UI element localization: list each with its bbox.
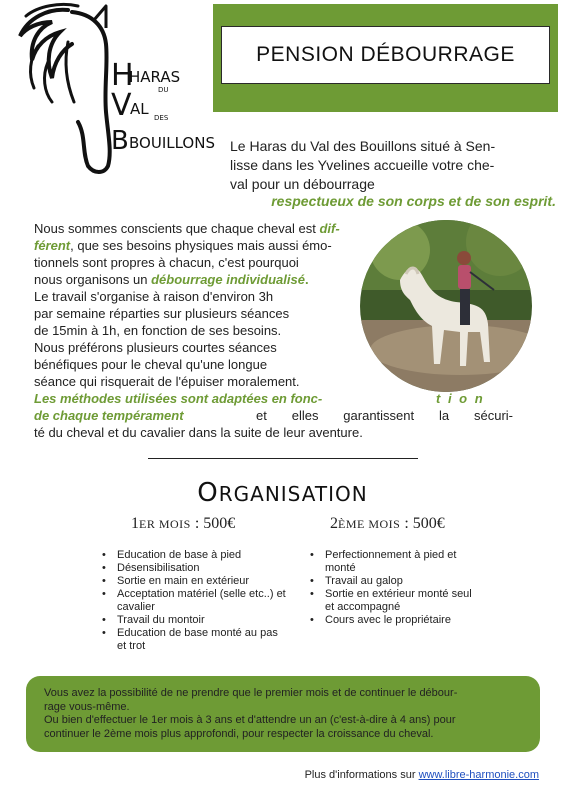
month-number: 2: [330, 515, 338, 532]
body-line: [436, 390, 485, 407]
section-title-cap: O: [197, 478, 219, 508]
page-title: PENSION DÉBOURRAGE: [256, 43, 515, 66]
list-item: • Sortie en main en extérieur: [117, 575, 287, 588]
month-2-list: [309, 549, 475, 627]
list-item: • Perfectionnement à pied et monté: [325, 549, 475, 575]
note-line: continuer le 2ème mois plus approfondi, pour respecter la croissance du cheval.: [44, 727, 434, 740]
month-price: : 500€: [194, 515, 236, 532]
intro-emphasis: respectueux de son corps et de son esprit.: [271, 193, 556, 209]
body-line: par semaine réparties sur plusieurs séances: [34, 306, 290, 321]
intro-paragraph: [230, 137, 556, 194]
body-line: [34, 271, 309, 288]
section-title-organisation: [0, 478, 565, 508]
body-emphasis: de chaque tempérament: [34, 408, 184, 423]
list-item: • Education de base à pied: [117, 549, 287, 562]
footer-text: Plus d'informations sur: [304, 769, 419, 781]
month-label: ÈME MOIS: [338, 517, 401, 531]
month-number: 1: [131, 515, 139, 532]
horse-photo-image: [360, 220, 532, 392]
logo-word-du: DU: [158, 86, 169, 94]
body-emphasis: t i o n: [436, 391, 485, 406]
intro-line: Le Haras du Val des Bouillons situé à Sen-: [230, 138, 496, 154]
body-line: séance qui risquerait de l'épuiser moralement.: [34, 374, 300, 389]
body-line: [34, 220, 340, 237]
list-item: • Acceptation matériel (selle etc..) et cavalier: [117, 588, 287, 614]
body-line: té du cheval et du cavalier dans la suite de leur aventure.: [34, 425, 363, 440]
body-line: Nous préférons plusieurs courtes séances: [34, 340, 277, 355]
body-line: et elles garantissent la sécuri-: [256, 408, 513, 423]
month-1-list: [101, 549, 287, 653]
logo-word-des: DES: [154, 114, 169, 122]
list-item: • Cours avec le propriétaire: [325, 614, 475, 627]
body-emphasis: férent: [34, 238, 71, 253]
logo-letter-h: H: [111, 58, 134, 93]
section-divider: [148, 458, 418, 459]
logo-word-val: AL: [130, 100, 149, 118]
list-item: • Travail au galop: [325, 575, 475, 588]
intro-line: val pour un débourrage: [230, 176, 375, 192]
body-emphasis: Les méthodes utilisées sont adaptées en fonc-: [34, 391, 323, 406]
logo-letter-b: B: [111, 126, 129, 156]
body-line: bénéfiques pour le cheval qu'une longue: [34, 357, 268, 372]
horse-rider-photo: [360, 220, 532, 392]
body-text: , que ses besoins physiques mais aussi émo-: [70, 238, 332, 253]
body-text: .: [304, 272, 309, 287]
info-note-text: [44, 687, 524, 741]
body-text: nous organisons un: [34, 272, 152, 287]
note-line: Vous avez la possibilité de ne prendre que le premier mois et de continuer le débour-: [44, 687, 458, 699]
note-line: Ou bien d'effectuer le 1er mois à 3 ans et d'attendre un an (c'est-à-dire à 4 ans) pour: [44, 714, 456, 726]
footer: [305, 769, 539, 781]
info-note-box: [26, 676, 540, 752]
body-line: [34, 390, 322, 407]
logo-word-bouillons: BOUILLONS: [129, 134, 215, 152]
logo-word-haras: HARAS: [129, 68, 181, 86]
body-line: Le travail s'organise à raison d'environ 3h: [34, 289, 274, 304]
haras-logo: [8, 2, 213, 182]
body-text: Nous sommes conscients que chaque cheval est: [34, 221, 320, 236]
body-emphasis: débourrage individualisé: [151, 272, 305, 287]
month-label: ER MOIS: [139, 517, 191, 531]
section-title-rest: RGANISATION: [218, 482, 368, 506]
body-line: tionnels sont propres à chacun, c'est pourquoi: [34, 255, 299, 270]
body-line: [34, 237, 332, 254]
list-item: • Désensibilisation: [117, 562, 287, 575]
logo-letter-v: V: [111, 88, 132, 123]
intro-line: lisse dans les Yvelines accueille votre che-: [230, 157, 495, 173]
month-1-heading: [131, 515, 235, 533]
header-banner: [213, 4, 558, 112]
note-line: rage vous-même.: [44, 700, 130, 713]
website-link[interactable]: www.libre-harmonie.com: [418, 769, 539, 781]
body-line: [34, 407, 184, 424]
list-item: • Education de base monté au pas et trot: [117, 627, 287, 653]
month-2-heading: [330, 515, 445, 533]
body-line: de 15min à 1h, en fonction de ses besoins.: [34, 323, 282, 338]
list-item: • Sortie en extérieur monté seul et accompagné: [325, 588, 475, 614]
body-emphasis: dif-: [319, 221, 340, 236]
header-title-box: [221, 26, 550, 84]
list-item: • Travail du montoir: [117, 614, 287, 627]
month-price: : 500€: [404, 515, 445, 532]
